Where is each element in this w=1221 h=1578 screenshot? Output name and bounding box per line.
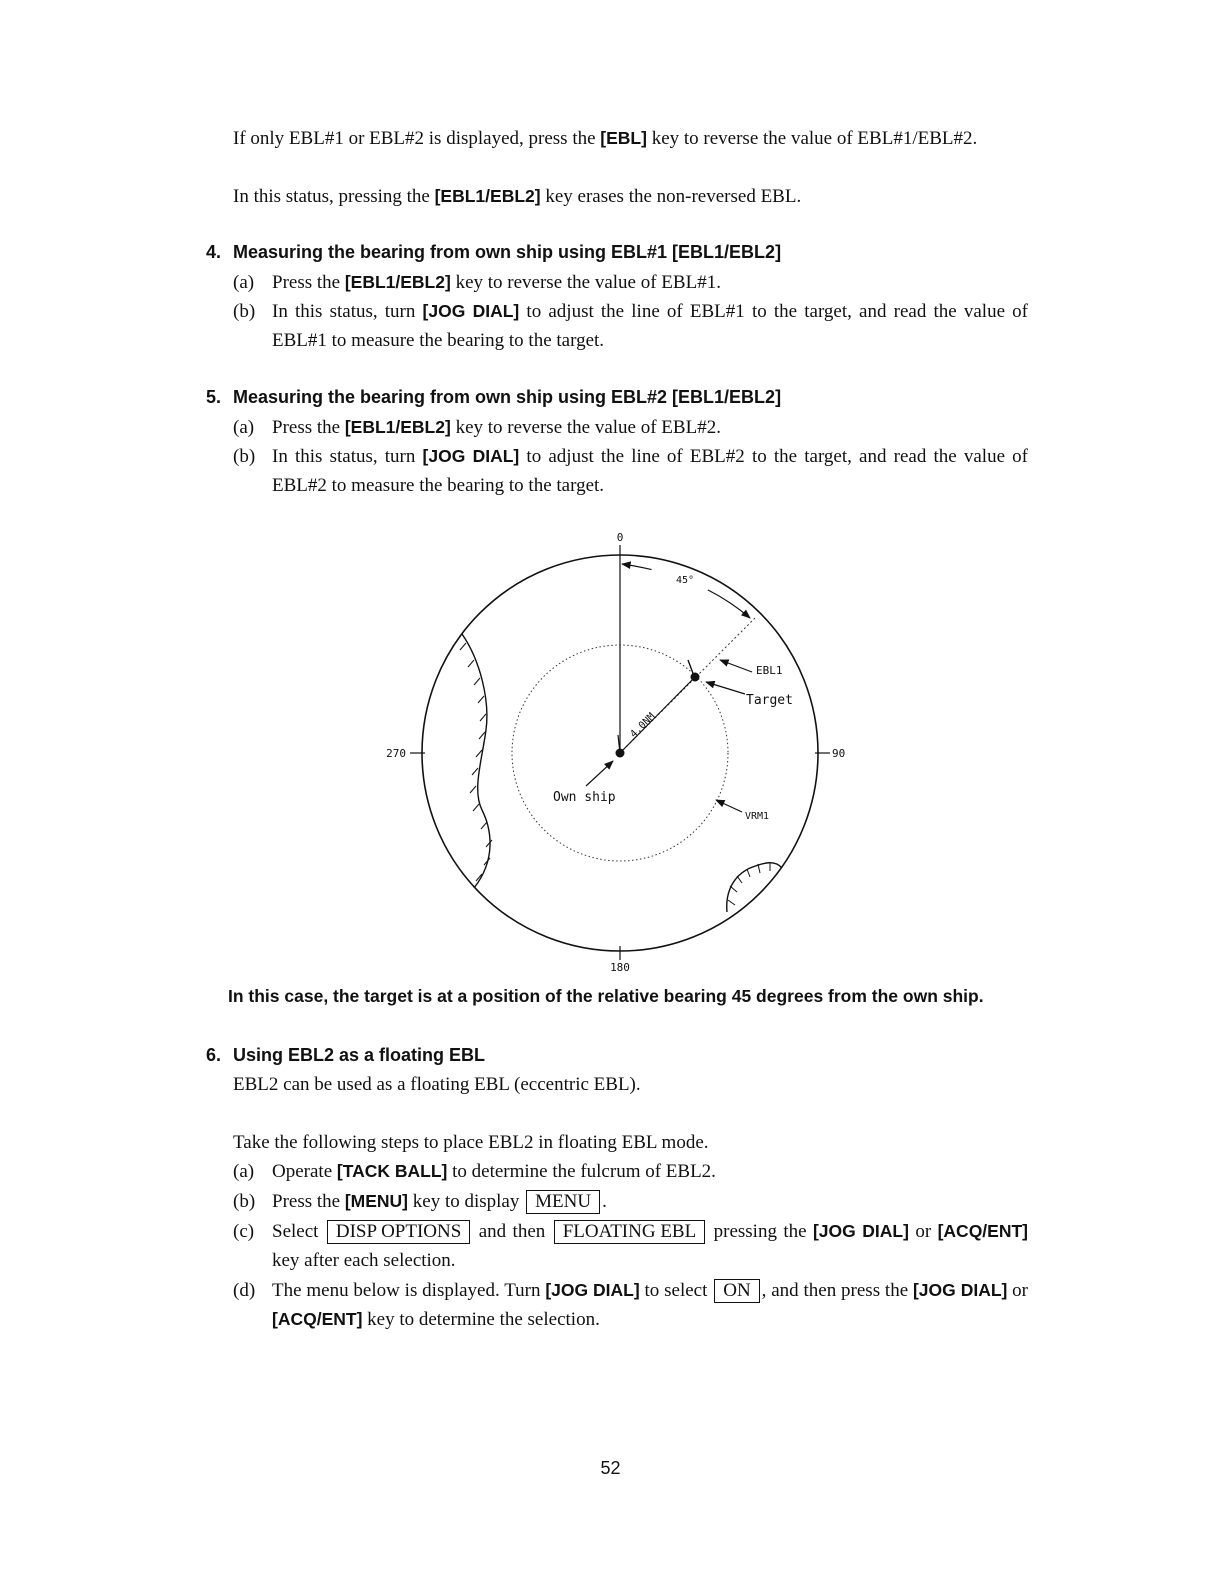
step-label: (b) <box>233 301 256 322</box>
step-label: (b) <box>233 446 256 467</box>
step-text: to determine the fulcrum of EBL2. <box>447 1161 716 1182</box>
step-text: , and then press the <box>761 1280 913 1301</box>
step-text: key after each selection. <box>272 1250 456 1271</box>
step-label: (a) <box>233 272 255 293</box>
key-label: [ACQ/ENT] <box>937 1221 1028 1241</box>
key-label: [TACK BALL] <box>336 1161 448 1181</box>
target-marker <box>691 673 700 682</box>
range-label: 4.0NM <box>628 711 658 741</box>
own-ship-marker <box>616 749 625 758</box>
bearing-to-target-line <box>620 677 695 753</box>
step-text: to select <box>639 1280 713 1301</box>
step-text: key to display <box>408 1191 525 1212</box>
key-label: [JOG DIAL] <box>422 301 520 321</box>
page-number: 52 <box>600 1458 621 1478</box>
diagram-caption: In this case, the target is at a position of the relative bearing 45 degrees from the own ship. <box>228 986 984 1006</box>
key-label: [JOG DIAL] <box>912 1280 1008 1300</box>
step-text: to adjust the line of EBL#2 to the target, and read the value of EBL#2 to measure the bearing to the target. <box>272 446 1028 496</box>
target-pointer <box>706 682 745 694</box>
step-text: Operate <box>272 1161 337 1182</box>
step-label: (b) <box>233 1191 256 1212</box>
menu-box: MENU <box>526 1190 600 1214</box>
step-label: (c) <box>233 1221 255 1242</box>
step-text: . <box>602 1191 607 1212</box>
key-label: [EBL1/EBL2] <box>344 417 451 437</box>
section-6-steps-intro: Take the following steps to place EBL2 in floating EBL mode. <box>233 1132 709 1153</box>
ebl1-ebl2-key-label: [EBL1/EBL2] <box>434 186 541 206</box>
angle-label: 45° <box>676 575 695 586</box>
disp-options-box: DISP OPTIONS <box>327 1220 470 1244</box>
key-label: [JOG DIAL] <box>545 1280 640 1300</box>
bearing-90-label: 90 <box>832 747 846 760</box>
section-number: 6. <box>206 1045 222 1065</box>
intro-text: In this status, pressing the <box>233 186 435 207</box>
target-label: Target <box>746 693 793 708</box>
step-text: Press the <box>272 272 345 293</box>
step-text: The menu below is displayed. Turn <box>272 1280 546 1301</box>
coastline-left <box>462 634 490 888</box>
section-title: Using EBL2 as a floating EBL <box>233 1045 486 1065</box>
intro-text: key to reverse the value of EBL#1/EBL#2. <box>646 128 978 149</box>
section-6-description: EBL2 can be used as a floating EBL (eccentric EBL). <box>233 1074 641 1095</box>
section-title: Measuring the bearing from own ship using EBL#2 [EBL1/EBL2] <box>233 387 782 407</box>
key-label: [JOG DIAL] <box>422 446 520 466</box>
step-text: In this status, turn <box>272 446 423 467</box>
step-label: (a) <box>233 1161 255 1182</box>
step-text: or <box>1007 1280 1029 1301</box>
step-text: Press the <box>272 1191 345 1212</box>
step-label: (d) <box>233 1280 256 1301</box>
ebl1-label: EBL1 <box>756 664 783 677</box>
bearing-0-label: 0 <box>616 531 624 544</box>
step-text: In this status, turn <box>272 301 423 322</box>
step-text: key to determine the selection. <box>362 1309 600 1330</box>
coastline-left-hatching <box>460 643 492 881</box>
intro-text: If only EBL#1 or EBL#2 is displayed, press the <box>233 128 601 149</box>
section-number: 4. <box>206 242 222 262</box>
floating-ebl-box: FLOATING EBL <box>554 1220 706 1244</box>
ebl-key-label: [EBL] <box>600 128 647 148</box>
on-box: ON <box>714 1279 759 1303</box>
bearing-270-label: 270 <box>386 747 406 760</box>
section-title: Measuring the bearing from own ship using EBL#1 [EBL1/EBL2] <box>233 242 782 262</box>
key-label: [EBL1/EBL2] <box>344 272 451 292</box>
ebl1-pointer <box>720 660 752 672</box>
step-text: and then <box>472 1221 552 1242</box>
step-text: Select <box>272 1221 325 1242</box>
bearing-180-label: 180 <box>610 961 630 974</box>
vrm1-label: VRM1 <box>745 811 770 822</box>
step-text: Press the <box>272 417 345 438</box>
step-text: key to reverse the value of EBL#2. <box>450 417 721 438</box>
step-text: to adjust the line of EBL#1 to the target, and read the value of EBL#1 to measure the bearing to the target. <box>272 301 1028 351</box>
vrm1-pointer <box>716 800 742 812</box>
key-label: [ACQ/ENT] <box>272 1309 363 1329</box>
key-label: [JOG DIAL] <box>812 1221 909 1241</box>
intro-text: key erases the non-reversed EBL. <box>540 186 802 207</box>
step-text: or <box>908 1221 938 1242</box>
own-ship-label: Own ship <box>553 790 616 805</box>
key-label: [MENU] <box>344 1191 409 1211</box>
section-number: 5. <box>206 387 222 407</box>
step-text: pressing the <box>707 1221 813 1242</box>
angle-arc-arrow <box>622 564 750 618</box>
own-ship-pointer <box>586 761 613 786</box>
step-text: key to reverse the value of EBL#1. <box>450 272 721 293</box>
section-6-heading <box>206 1042 485 1068</box>
step-label: (a) <box>233 417 255 438</box>
